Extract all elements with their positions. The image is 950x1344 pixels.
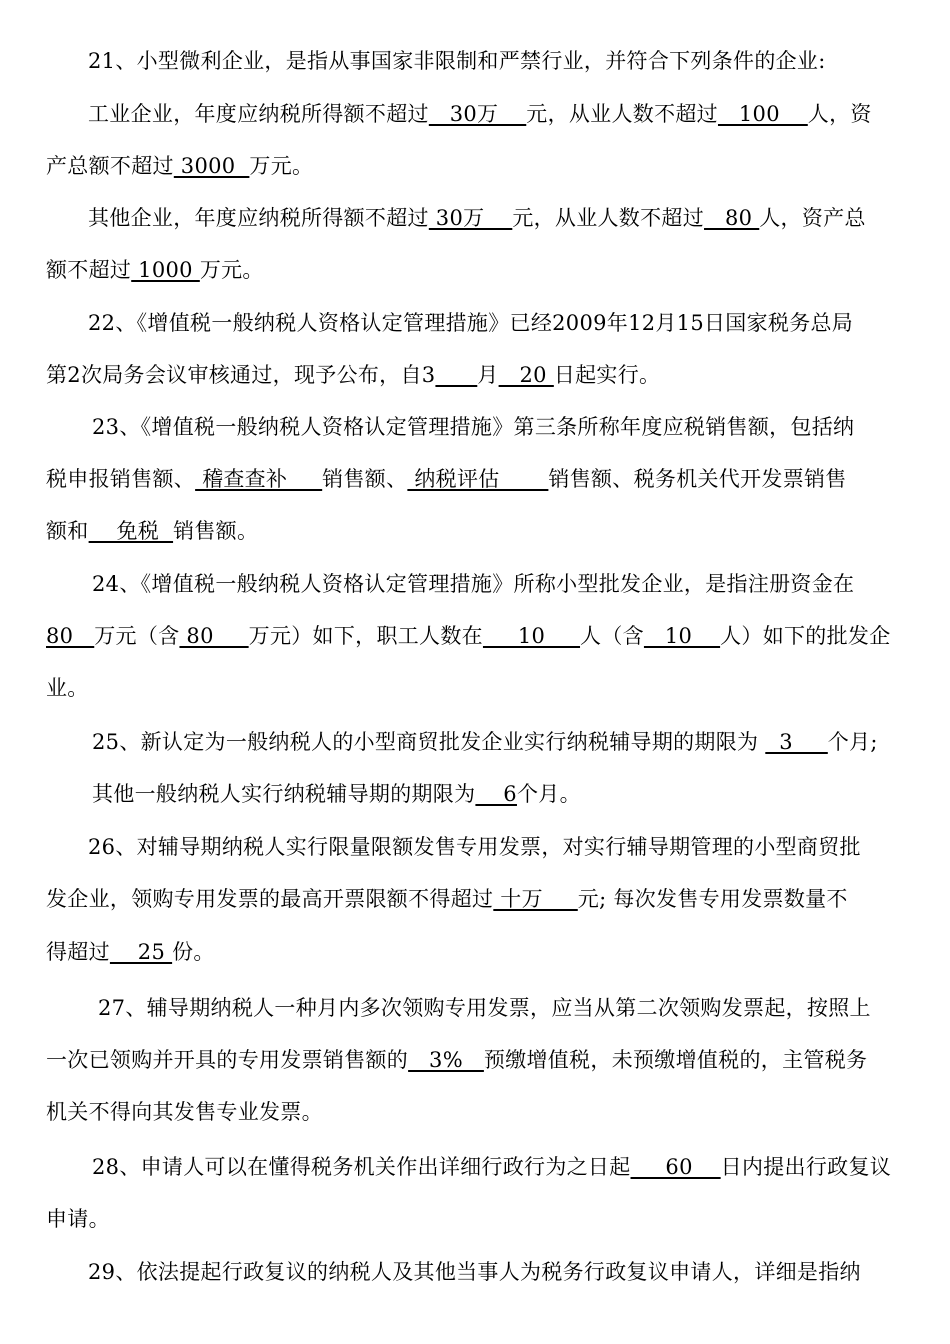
text-run: 产总额不超过: [46, 154, 174, 178]
text-run: 26、对辅导期纳税人实行限量限额发售专用发票，对实行辅导期管理的小型商贸批: [88, 835, 861, 859]
fill-blank-answer: 10: [643, 624, 721, 648]
text-run: 机关不得向其发售专业发票。: [46, 1100, 323, 1124]
fill-blank-answer: 25: [109, 940, 173, 964]
text-line: [46, 886, 848, 912]
fill-blank-answer: 稽查查补: [195, 467, 323, 491]
text-line: [46, 48, 826, 74]
text-run: 25、新认定为一般纳税人的小型商贸批发企业实行纳税辅导期的期限为: [92, 730, 766, 754]
fill-blank-answer: 3000: [173, 154, 250, 178]
text-line: [46, 834, 861, 860]
text-run: 销售额、税务机关代开发票销售: [548, 467, 847, 491]
text-run: 税申报销售额、: [46, 467, 196, 491]
text-line: [46, 1047, 867, 1073]
text-run: 人，资: [807, 102, 872, 126]
text-line: [46, 257, 264, 283]
text-run: 其他企业，年度应纳税所得额不超过: [88, 206, 429, 230]
fill-blank-answer: 6: [475, 782, 517, 806]
text-run: 月: [477, 363, 499, 387]
text-line: [46, 414, 854, 440]
text-run: 工业企业，年度应纳税所得额不超过: [88, 102, 429, 126]
text-run: 份。: [172, 940, 215, 964]
fill-blank-answer: 80: [704, 206, 760, 230]
text-run: 人（含: [580, 624, 644, 648]
text-run: 额不超过: [46, 258, 132, 282]
text-line: [46, 362, 660, 388]
text-line: [46, 466, 847, 492]
text-run: 个月。: [516, 782, 581, 806]
fill-blank-answer: 30万: [428, 206, 513, 230]
text-run: 24、《增值税一般纳税人资格认定管理措施》所称小型批发企业，是指注册资金在: [92, 572, 855, 596]
text-line: [46, 675, 89, 701]
fill-blank-answer: [435, 363, 477, 387]
fill-blank-answer: 纳税评估: [407, 467, 549, 491]
fill-blank-answer: 3: [765, 730, 828, 754]
fill-blank-answer: 十万: [493, 887, 578, 911]
text-run: 万元（含: [94, 624, 180, 648]
text-run: 一次已领购并开具的专用发票销售额的: [46, 1048, 409, 1072]
fill-blank-answer: 1000: [131, 258, 200, 282]
text-run: 日起实行。: [553, 363, 661, 387]
text-line: [46, 995, 871, 1021]
text-line: [46, 729, 878, 755]
text-run: 元; 每次发售专用发票数量不: [577, 887, 848, 911]
text-line: [46, 623, 891, 649]
fill-blank-answer: 10: [482, 624, 581, 648]
text-run: 额和: [46, 519, 89, 543]
text-run: 预缴增值税，未预缴增值税的，主管税务: [483, 1048, 868, 1072]
text-run: 第2次局务会议审核通过，现予公布，自3: [46, 363, 436, 387]
text-line: [46, 1099, 323, 1125]
text-run: 发企业，领购专用发票的最高开票限额不得超过: [46, 887, 494, 911]
text-line: [46, 153, 313, 179]
fill-blank-answer: 3%: [408, 1048, 484, 1072]
text-run: 万元）如下，职工人数在: [248, 624, 483, 648]
text-line: [46, 518, 258, 544]
text-run: 27、辅导期纳税人一种月内多次领购专用发票，应当从第二次领购发票起，按照上: [98, 996, 871, 1020]
text-line: [46, 1259, 861, 1285]
fill-blank-answer: 20: [498, 363, 554, 387]
fill-blank-answer: 免税: [88, 519, 174, 543]
text-run: 业。: [46, 676, 89, 700]
text-run: 22、《增值税一般纳税人资格认定管理措施》已经2009年12月15日国家税务总局: [88, 311, 854, 335]
text-run: 申请。: [46, 1207, 110, 1231]
text-line: [46, 1154, 891, 1180]
fill-blank-answer: 30万: [428, 102, 527, 126]
text-run: 个月;: [827, 730, 878, 754]
fill-blank-answer: 60: [630, 1155, 721, 1179]
text-line: [46, 205, 866, 231]
text-line: [46, 939, 215, 965]
text-line: [46, 1206, 110, 1232]
text-run: 28、申请人可以在懂得税务机关作出详细行政行为之日起: [92, 1155, 631, 1179]
text-run: 21、小型微利企业，是指从事国家非限制和严禁行业，并符合下列条件的企业:: [88, 49, 826, 73]
text-run: 销售额、: [322, 467, 408, 491]
text-run: 人）如下的批发企: [720, 624, 891, 648]
text-run: 其他一般纳税人实行纳税辅导期的期限为: [92, 782, 476, 806]
text-run: 销售额。: [173, 519, 259, 543]
text-line: [46, 310, 853, 336]
fill-blank-answer: 80: [179, 624, 249, 648]
text-run: 元，从业人数不超过: [526, 102, 718, 126]
text-run: 23、《增值税一般纳税人资格认定管理措施》第三条所称年度应税销售额，包括纳: [92, 415, 855, 439]
text-run: 29、依法提起行政复议的纳税人及其他当事人为税务行政复议申请人，详细是指纳: [88, 1260, 861, 1284]
text-run: 万元。: [249, 154, 314, 178]
fill-blank-answer: 100: [717, 102, 808, 126]
fill-blank-answer: 80: [46, 624, 95, 648]
text-line: [46, 101, 872, 127]
text-run: 元，从业人数不超过: [512, 206, 705, 230]
text-run: 万元。: [199, 258, 264, 282]
text-run: 日内提出行政复议: [720, 1155, 892, 1179]
text-run: 得超过: [46, 940, 110, 964]
text-line: [46, 781, 581, 807]
text-run: 人，资产总: [759, 206, 866, 230]
text-line: [46, 571, 854, 597]
